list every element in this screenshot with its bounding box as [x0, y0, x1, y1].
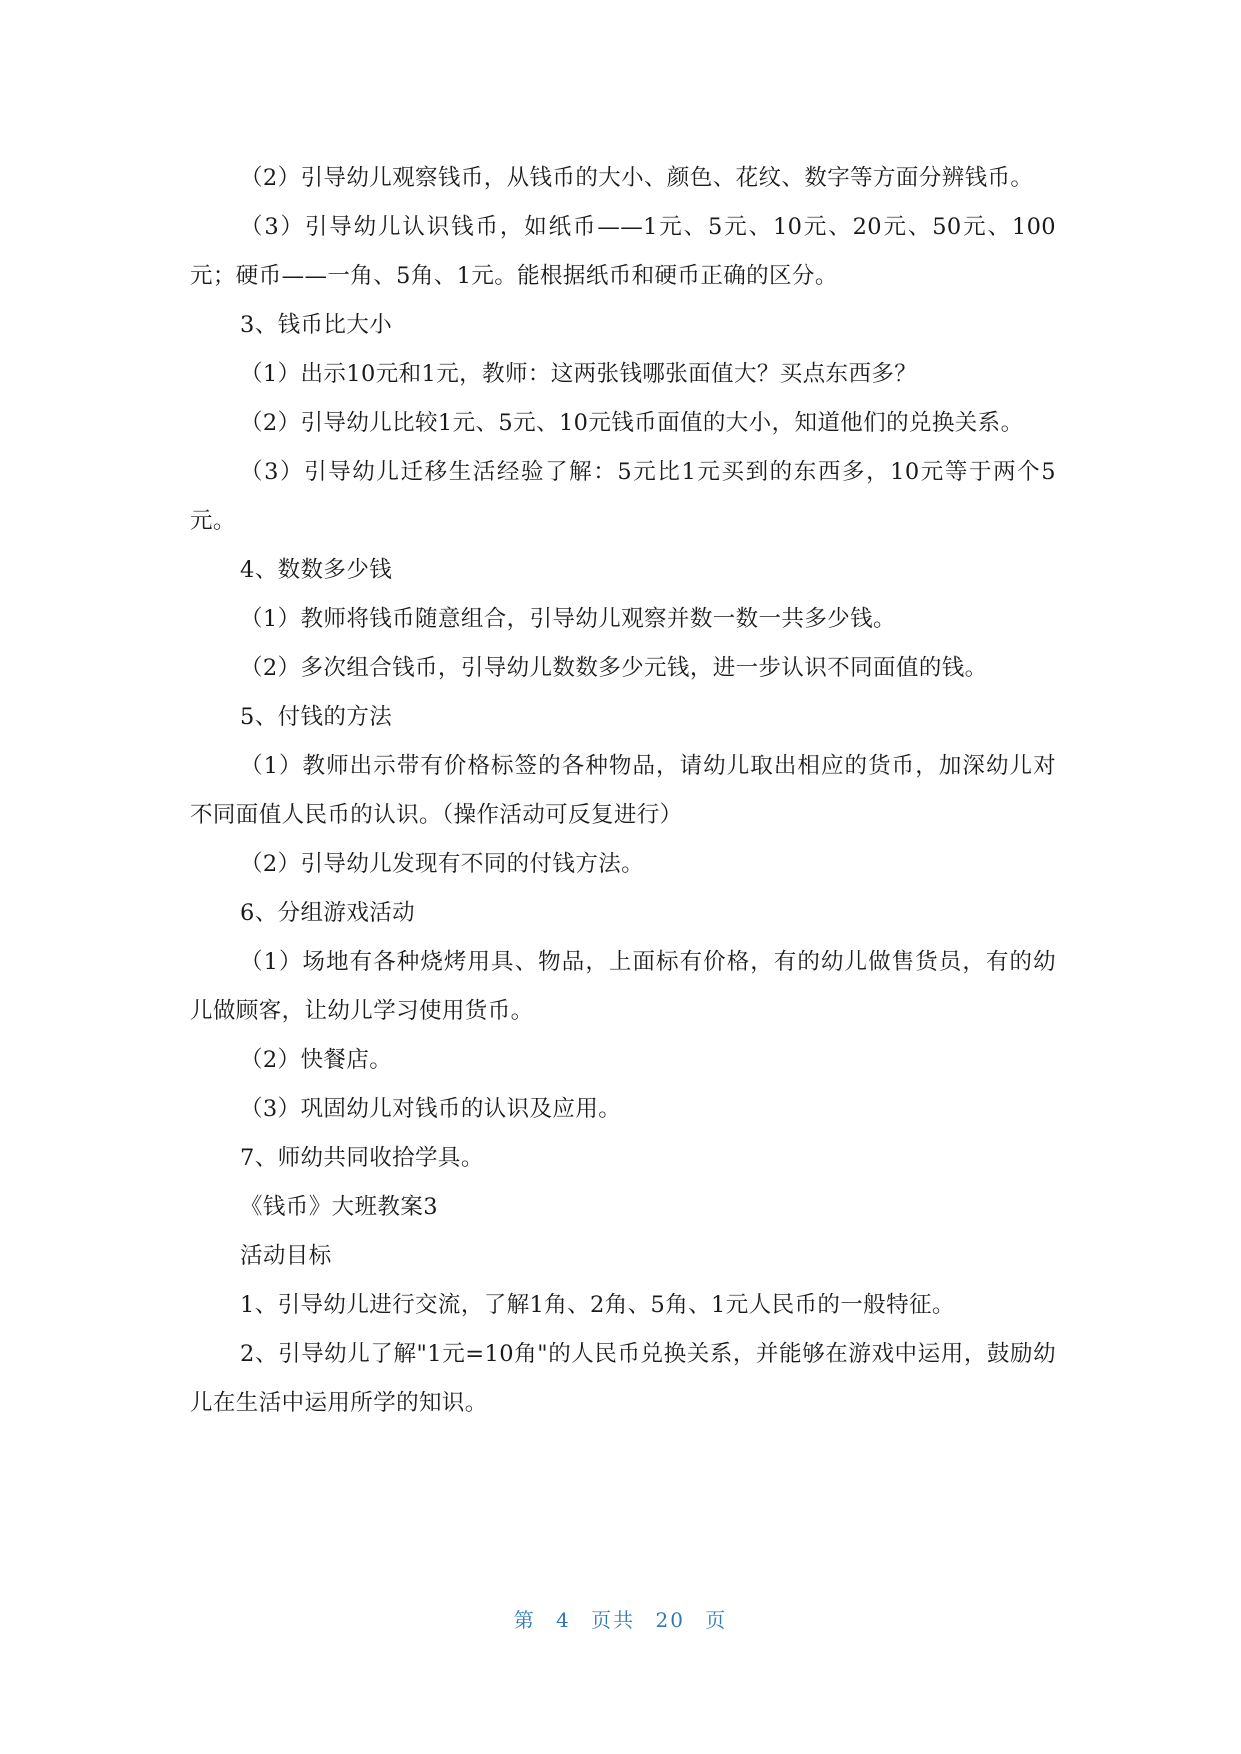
paragraph: （2）多次组合钱币，引导幼儿数数多少元钱，进一步认识不同面值的钱。: [240, 655, 988, 681]
section-heading: 5、付钱的方法: [240, 704, 393, 730]
page-footer: [0, 1604, 1241, 1633]
section-heading: 6、分组游戏活动: [240, 900, 416, 926]
paragraph: （1）教师将钱币随意组合，引导幼儿观察并数一数一共多少钱。: [240, 606, 896, 632]
paragraph: （1）教师出示带有价格标签的各种物品，请幼儿取出相应的货币，加深幼儿对不同面值人民币的认识。（操作活动可反复进行）: [190, 753, 1056, 828]
section-heading: 4、数数多少钱: [240, 557, 393, 583]
section-heading: 3、钱币比大小: [240, 312, 393, 338]
paragraph: （2）引导幼儿比较1元、5元、10元钱币面值的大小，知道他们的兑换关系。: [240, 410, 1024, 436]
page-number: 第 4 页共 20 页: [513, 1608, 728, 1632]
paragraph: 1、引导幼儿进行交流，了解1角、2角、5角、1元人民币的一般特征。: [240, 1292, 955, 1318]
lesson-title: 《钱币》大班教案3: [240, 1194, 438, 1220]
section-heading: 7、师幼共同收拾学具。: [240, 1145, 484, 1171]
subsection-heading: 活动目标: [240, 1243, 332, 1269]
document-body: [190, 154, 1056, 1428]
paragraph: （3）巩固幼儿对钱币的认识及应用。: [240, 1096, 622, 1122]
paragraph: （2）快餐店。: [240, 1047, 393, 1073]
paragraph: （3）引导幼儿认识钱币，如纸币——1元、5元、10元、20元、50元、100元；硬币——一角、5角、1元。能根据纸币和硬币正确的区分。: [190, 214, 1056, 289]
paragraph: （1）出示10元和1元，教师：这两张钱哪张面值大？买点东西多？: [240, 361, 918, 387]
paragraph: 2、引导幼儿了解"1元=10角"的人民币兑换关系，并能够在游戏中运用，鼓励幼儿在生活中运用所学的知识。: [190, 1341, 1056, 1416]
paragraph: （2）引导幼儿观察钱币，从钱币的大小、颜色、花纹、数字等方面分辨钱币。: [240, 165, 1034, 191]
paragraph: （3）引导幼儿迁移生活经验了解：5元比1元买到的东西多，10元等于两个5元。: [190, 459, 1056, 534]
paragraph: （2）引导幼儿发现有不同的付钱方法。: [240, 851, 645, 877]
paragraph: （1）场地有各种烧烤用具、物品，上面标有价格，有的幼儿做售货员，有的幼儿做顾客，让幼儿学习使用货币。: [190, 949, 1056, 1024]
